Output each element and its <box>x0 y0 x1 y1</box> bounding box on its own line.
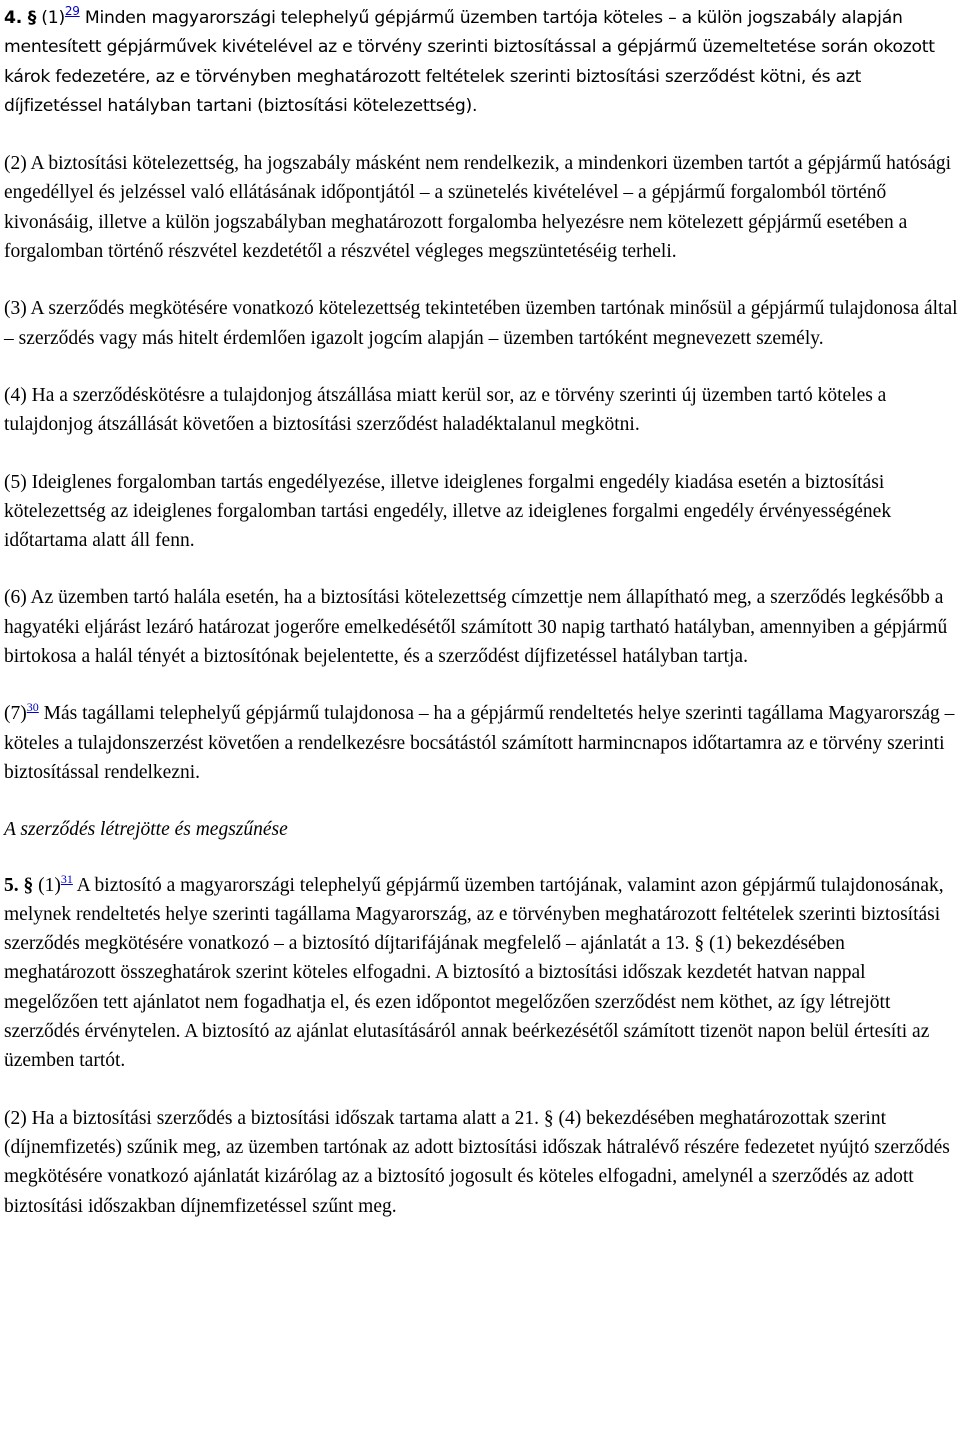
subsection-number: (1) <box>41 8 65 28</box>
subsection-number: (1) <box>38 874 61 896</box>
section-number-4: 4. § <box>4 8 37 28</box>
legal-document <box>4 4 958 1249</box>
paragraph-4-6: (6) Az üzemben tartó halála esetén, ha a biztosítási kötelezettség címzettje nem állapítható meg, a szerződés legkésőbb a hagyatéki eljárást lezáró határozat jogerőre emelkedésétől számított 30 napig tartható hatályban, amennyiben a gépjármű birtokosa a halál tényét a biztosítónak bejelentette, és a szerződést díjfizetéssel hatályban tartja. <box>4 587 948 668</box>
footnote-link-30[interactable]: 30 <box>26 700 39 715</box>
paragraph-4-4: (4) Ha a szerződéskötésre a tulajdonjog átszállása miatt kerül sor, az e törvény szerinti új üzemben tartó köteles a tulajdonjog átszállását követően a biztosítási szerződést haladéktalanul megkötni. <box>4 384 887 436</box>
section-number-5: 5. § <box>4 874 34 896</box>
footnote-link-29[interactable]: 29 <box>64 4 80 18</box>
section-heading: A szerződés létrejötte és megszűnése <box>4 819 288 841</box>
paragraph-5-2: (2) Ha a biztosítási szerződés a biztosítási időszak tartama alatt a 21. § (4) bekezdésében meghatározottak szerint (díjnemfizetés) szűnik meg, az üzemben tartónak az adott biztosítási időszak hátralévő részére fedezetet nyújtó szerződés megkötésére vonatkozó ajánlatát kizárólag az a biztosító jogosult és köteles elfogadni, amelynél a szerződés az adott biztosítási időszakban díjnemfizetéssel szűnt meg. <box>4 1107 950 1217</box>
paragraph-5-1 <box>4 871 958 1076</box>
paragraph-4-5: (5) Ideiglenes forgalomban tartás engedélyezése, illetve ideiglenes forgalmi engedély kiadása esetén a biztosítási kötelezettség az ideiglenes forgalomban tartási engedély, illetve az ideiglenes forgalmi engedély érvényességének időtartama alatt áll fenn. <box>4 471 892 552</box>
paragraph-4-7 <box>4 699 958 787</box>
paragraph-text: A biztosító a magyarországi telephelyű gépjármű üzemben tartójának, valamint azon gépjármű tulajdonosának, melynek rendeltetés helye szerinti tagállama Magyarország, az e törvényben meghatározott feltételek szerinti biztosítási szerződés megkötésére vonatkozó – a biztosító díjtarifájának megfelelő – ajánlatát a 13. § (1) bekezdésében meghatározott összeghatárok szerint köteles elfogadni. A biztosító a biztosítási időszak kezdetét hatvan nappal megelőzően tett ajánlatot nem fogadhatja el, és ezen időpontot megelőzően szerződést nem köthet, az így létrejött szerződés érvénytelen. A biztosító az ajánlat elutasításáról annak beérkezésétől számított tizenöt napon belül értesíti az üzemben tartót. <box>4 874 944 1072</box>
paragraph-4-3: (3) A szerződés megkötésére vonatkozó kötelezettség tekintetében üzemben tartónak minősül a gépjármű tulajdonosa által – szerződés vagy más hitelt érdemlően igazolt jogcím alapján – üzemben tartóként megnevezett személy. <box>4 298 958 349</box>
paragraph-4-2: (2) A biztosítási kötelezettség, ha jogszabály másként nem rendelkezik, a mindenkori üzemben tartót a gépjármű hatósági engedéllyel és jelzéssel való ellátásának időpontjától – a szünetelés kivételével – a gépjármű forgalomból történő kivonásáig, illetve a külön jogszabályban meghatározott forgalomba helyezésre nem kötelezett gépjármű esetében a forgalomban történő részvétel kezdetétől a részvétel végleges megszüntetéséig terheli. <box>4 153 952 263</box>
paragraph-text: Minden magyarországi telephelyű gépjármű üzemben tartója köteles – a külön jogszabály alapján mentesített gépjárművek kivételével az e törvény szerinti biztosítással a gépjármű üzemeltetése során okozott károk fedezetére, az e törvényben meghatározott feltételek szerinti biztosítási szerződést kötni, és azt díjfizetéssel hatályban tartani (biztosítási kötelezettség). <box>4 8 935 116</box>
paragraph-text: Más tagállami telephelyű gépjármű tulajdonosa – ha a gépjármű rendeltetés helye szerinti tagállama Magyarország – köteles a tulajdonszerzést követően a rendelkezésre bocsátástól számított harmincnapos időtartamra az e törvény szerinti biztosítással rendelkezni. <box>4 703 955 783</box>
footnote-link-31[interactable]: 31 <box>60 871 73 886</box>
subsection-number: (7) <box>4 703 27 725</box>
paragraph-4-1 <box>4 4 958 121</box>
